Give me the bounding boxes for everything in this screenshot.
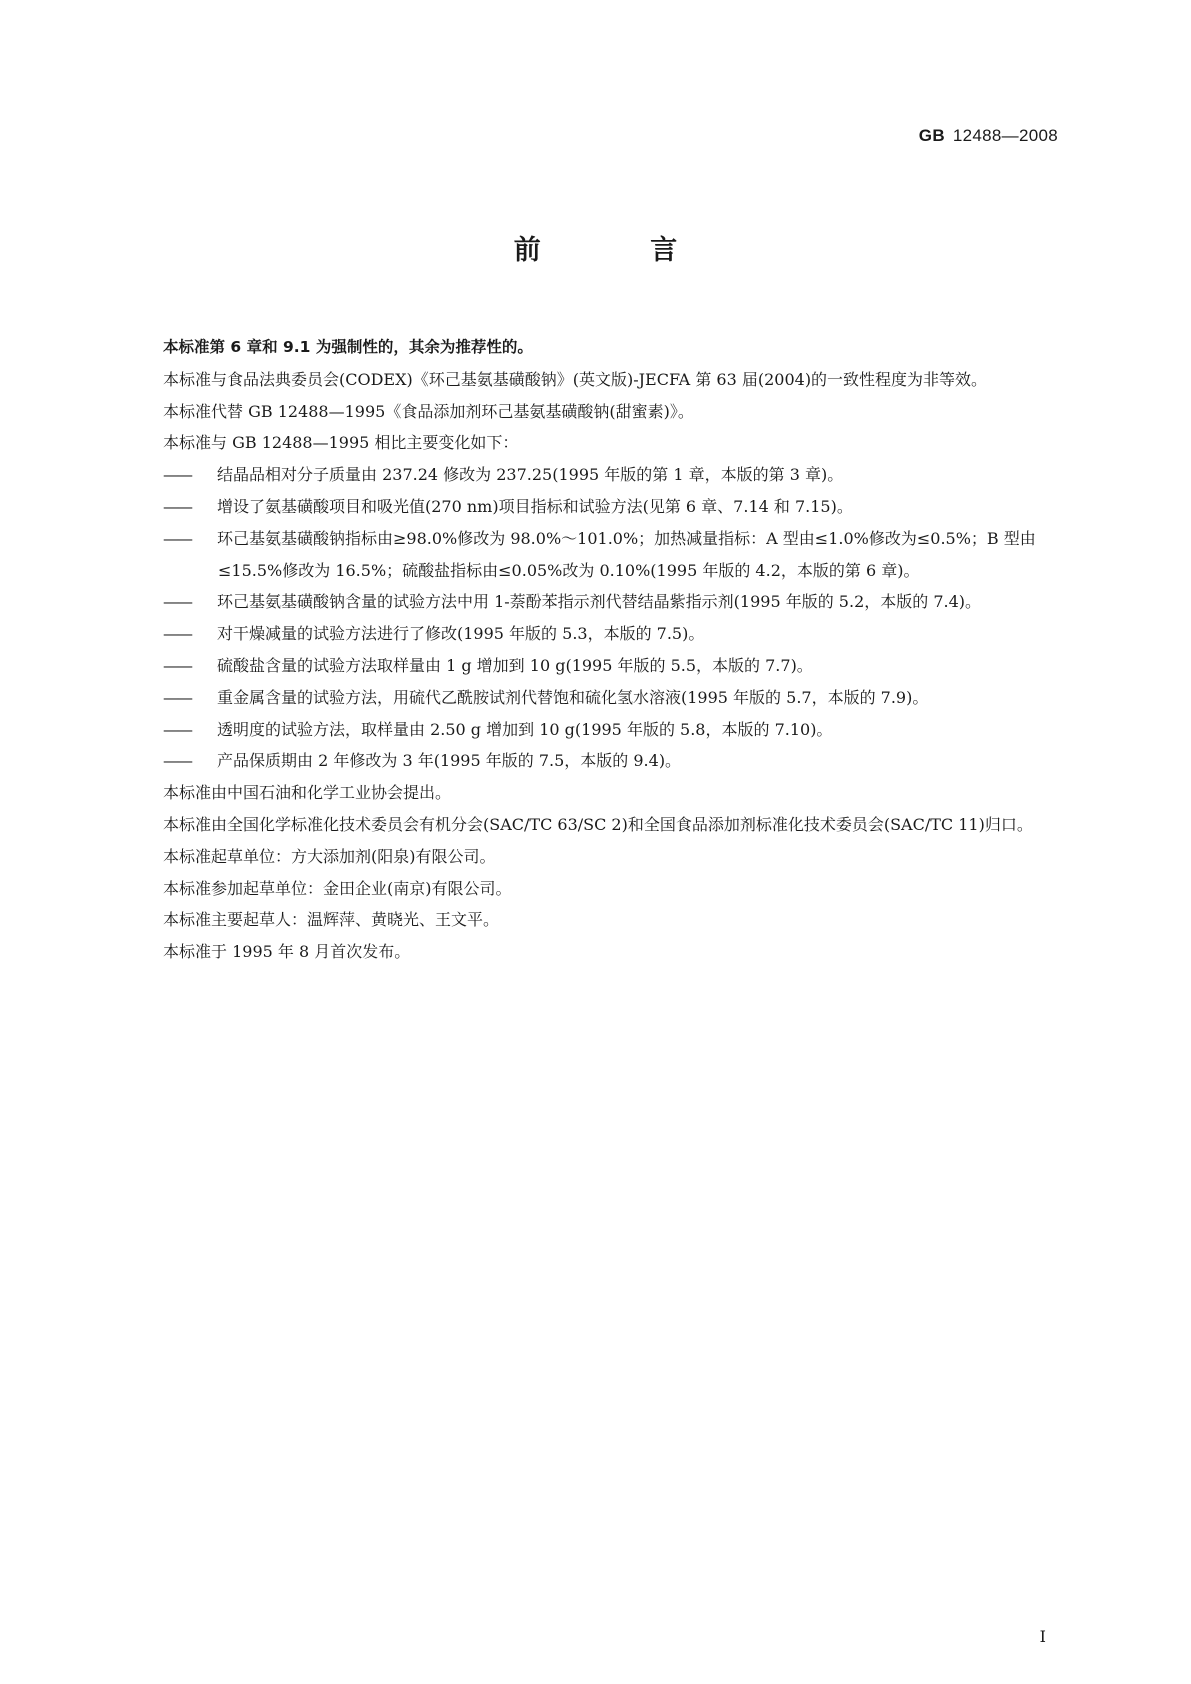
change-item bbox=[131, 523, 1064, 587]
foreword-body bbox=[131, 332, 1064, 968]
paragraph-codex: 本标准与食品法典委员会(CODEX)《环己基氨基磺酸钠》(英文版)-JECFA 第 63 届(2004)的一致性程度为非等效。 bbox=[163, 369, 988, 389]
paragraph-drafting-unit: 本标准起草单位：方大添加剂(阳泉)有限公司。 bbox=[163, 846, 496, 866]
change-item bbox=[131, 618, 1064, 650]
standard-prefix: GB bbox=[918, 126, 945, 145]
paragraph-administered-by: 本标准由全国化学标准化技术委员会有机分会(SAC/TC 63/SC 2)和全国食品添加剂标准化技术委员会(SAC/TC 11)归口。 bbox=[163, 814, 1033, 834]
paragraph-replaces: 本标准代替 GB 12488—1995《食品添加剂环己基氨基磺酸钠(甜蜜素)》。 bbox=[163, 401, 694, 421]
change-text: 增设了氨基磺酸项目和吸光值(270 nm)项目指标和试验方法(见第 6 章、7.14 和 7.15)。 bbox=[217, 496, 853, 516]
standard-number bbox=[919, 126, 1058, 146]
change-item bbox=[131, 745, 1064, 777]
dash-marker: —— bbox=[163, 528, 191, 548]
change-item bbox=[131, 586, 1064, 618]
dash-marker: —— bbox=[163, 624, 191, 644]
paragraph-participating-unit: 本标准参加起草单位：金田企业(南京)有限公司。 bbox=[163, 878, 512, 898]
dash-marker: —— bbox=[163, 751, 191, 771]
change-text: 环己基氨基磺酸钠指标由≥98.0%修改为 98.0%～101.0%；加热减量指标：A 型由≤1.0%修改为≤0.5%；B 型由≤15.5%修改为 16.5%；硫酸盐指标由≤0.05%改为 0.10%(1995 年版的 4.2，本版的第 6 章)。 bbox=[217, 528, 1036, 580]
dash-marker: —— bbox=[163, 719, 191, 739]
paragraph-drafters: 本标准主要起草人：温辉萍、黄晓光、王文平。 bbox=[163, 910, 500, 930]
change-item bbox=[131, 491, 1064, 523]
change-text: 对干燥减量的试验方法进行了修改(1995 年版的 5.3，本版的 7.5)。 bbox=[217, 624, 705, 644]
change-text: 结晶品相对分子质量由 237.24 修改为 237.25(1995 年版的第 1 章，本版的第 3 章)。 bbox=[217, 465, 844, 485]
change-text: 环己基氨基磺酸钠含量的试验方法中用 1-萘酚苯指示剂代替结晶紫指示剂(1995 年版的 5.2，本版的 7.4)。 bbox=[217, 592, 982, 612]
change-item bbox=[131, 459, 1064, 491]
paragraph-changes-intro: 本标准与 GB 12488—1995 相比主要变化如下： bbox=[163, 433, 519, 453]
page-title: 前 言 bbox=[513, 235, 728, 266]
dash-marker: —— bbox=[163, 465, 191, 485]
dash-marker: —— bbox=[163, 592, 191, 612]
page-number: I bbox=[1039, 1627, 1046, 1646]
dash-marker: —— bbox=[163, 496, 191, 516]
change-text: 透明度的试验方法，取样量由 2.50 g 增加到 10 g(1995 年版的 5.8，本版的 7.10)。 bbox=[217, 719, 833, 739]
standard-code: 12488—2008 bbox=[952, 126, 1058, 145]
change-item bbox=[131, 682, 1064, 714]
change-text: 产品保质期由 2 年修改为 3 年(1995 年版的 7.5，本版的 9.4)。 bbox=[217, 751, 682, 771]
change-item bbox=[131, 714, 1064, 746]
paragraph-proposed-by: 本标准由中国石油和化学工业协会提出。 bbox=[163, 783, 452, 803]
change-item bbox=[131, 650, 1064, 682]
dash-marker: —— bbox=[163, 655, 191, 675]
dash-marker: —— bbox=[163, 687, 191, 707]
paragraph-first-issued: 本标准于 1995 年 8 月首次发布。 bbox=[163, 942, 411, 962]
mandatory-statement: 本标准第 6 章和 9.1 为强制性的，其余为推荐性的。 bbox=[163, 338, 533, 356]
change-text: 硫酸盐含量的试验方法取样量由 1 g 增加到 10 g(1995 年版的 5.5，本版的 7.7)。 bbox=[217, 655, 813, 675]
change-text: 重金属含量的试验方法，用硫代乙酰胺试剂代替饱和硫化氢水溶液(1995 年版的 5.7，本版的 7.9)。 bbox=[217, 687, 929, 707]
